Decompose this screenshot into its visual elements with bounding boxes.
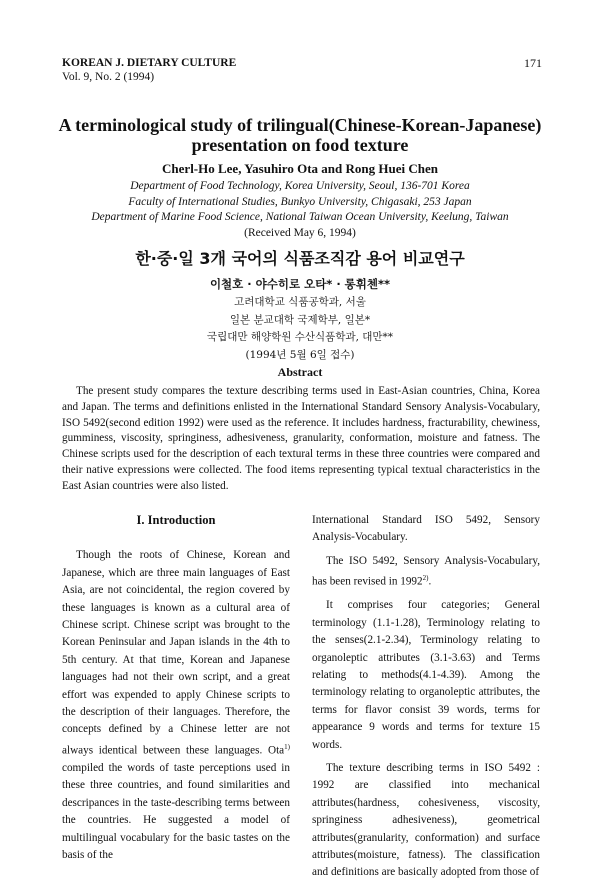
section-heading: I. Introduction (136, 513, 216, 527)
korean-received-date: (1994년 5월 6일 접수) (245, 348, 355, 361)
right-p2-text-a: The ISO 5492, Sensory Analysis-Vocabulary, has been revised in 1992 (312, 554, 540, 588)
right-column (312, 512, 540, 882)
left-column (62, 512, 290, 864)
intro-text-a: Though the roots of Chinese, Korean and Japanese, which are three main languages of East Asia, are not coincidental, the region covered by these languages is known as a cultural area of Chinese script. Chinese script was brought to the Korean Peninsular and Japan islands in the 4th to 5th century. At that time, Korean and Japanese languages had not their own script, and a great effort was expended to apply Chinese scripts to the description of their languages. Therefore, the concepts defined by a Chinese letter are not always identical between these languages. Ota (62, 549, 290, 757)
citation-ref-2: 2) (422, 574, 429, 583)
page-number: 171 (524, 56, 542, 70)
received-date: (Received May 6, 1994) (244, 226, 356, 239)
affiliation-1: Department of Food Technology, Korea University, Seoul, 136-701 Korea (130, 180, 470, 192)
right-p2-text-b: . (428, 575, 432, 588)
authors: Cherl-Ho Lee, Yasuhiro Ota and Rong Huei Chen (162, 161, 438, 176)
journal-volume: Vol. 9, No. 2 (1994) (62, 71, 155, 83)
intro-paragraph-1 (62, 547, 290, 864)
abstract-heading: Abstract (277, 365, 323, 379)
right-paragraph-2 (312, 553, 540, 592)
journal-header (62, 56, 236, 84)
citation-ref-1: 1) (284, 742, 290, 751)
title-line-2: presentation on food texture (191, 135, 409, 155)
title-line-1: A terminological study of trilingual(Chinese-Korean-Japanese) (58, 115, 542, 135)
affiliations (40, 179, 560, 241)
right-paragraph-1: International Standard ISO 5492, Sensory Analysis-Vocabulary. (312, 514, 540, 544)
korean-affiliation-1: 고려대학교 식품공학과, 서울 (234, 296, 366, 308)
korean-authors: 이철호 · 야수히로 오타* · 롱휘첸** (209, 277, 391, 291)
korean-affiliations (40, 294, 560, 364)
affiliation-2: Faculty of International Studies, Bunkyo University, Chigasaki, 253 Japan (128, 195, 472, 208)
right-paragraph-3: It comprises four categories; General terminology (1.1-1.28), Terminology relating to the senses(2.1-2.34), Terminology relating to organoleptic attributes (3.1-3.63) and Terms relating to methods(4.1-4.39). Among the terminology relating to organoleptic attributes, the terms for flavor consist 39 words, terms for appearance 9 words and terms for texture 15 words. (312, 599, 540, 751)
paper-title (40, 115, 560, 155)
right-paragraph-4: The texture describing terms in ISO 5492 : 1992 are classified into mechanical attributes(hardness, cohesiveness, viscosity, springiness adhesiveness), geometrical attributes(granularity, conformation) and surface attributes(moisture, fatness). The classification and definitions are basically adopted from those of (312, 762, 540, 879)
abstract-text: The present study compares the texture describing terms used in East-Asian countries, China, Korea and Japan. The terms and definitions enlisted in the International Standard Sensory Analysis-Vocabulary, ISO 5492(second edition 1992) were used as the reference. It includes hardness, fracturability, chewiness, gumminess, viscosity, springiness, adhesiveness, granularity, conformation, moisture and fatness. The Chinese scripts used for the description of each textural terms in these three countries were compared and their native expressions were collected. The food items representing typical textual characteristics in the East Asian countries were also listed. (62, 385, 540, 492)
intro-text-b: compiled the words of taste perceptions used in these three countries, and found similarities and descripances in the taste-describing terms between the countries. He suggested a model of multilingual vocabulary for the basic tastes on the basis of the (62, 762, 290, 862)
korean-affiliation-3: 국립대만 해양학원 수산식품학과, 대만** (206, 331, 394, 343)
korean-title: 한·중·일 3개 국어의 식품조직감 용어 비교연구 (135, 249, 465, 268)
journal-name: KOREAN J. DIETARY CULTURE (62, 57, 237, 69)
affiliation-3: Department of Marine Food Science, National Taiwan Ocean University, Keelung, Taiwan (91, 211, 509, 223)
korean-affiliation-2: 일본 분교대학 국제학부, 일본* (229, 313, 371, 326)
